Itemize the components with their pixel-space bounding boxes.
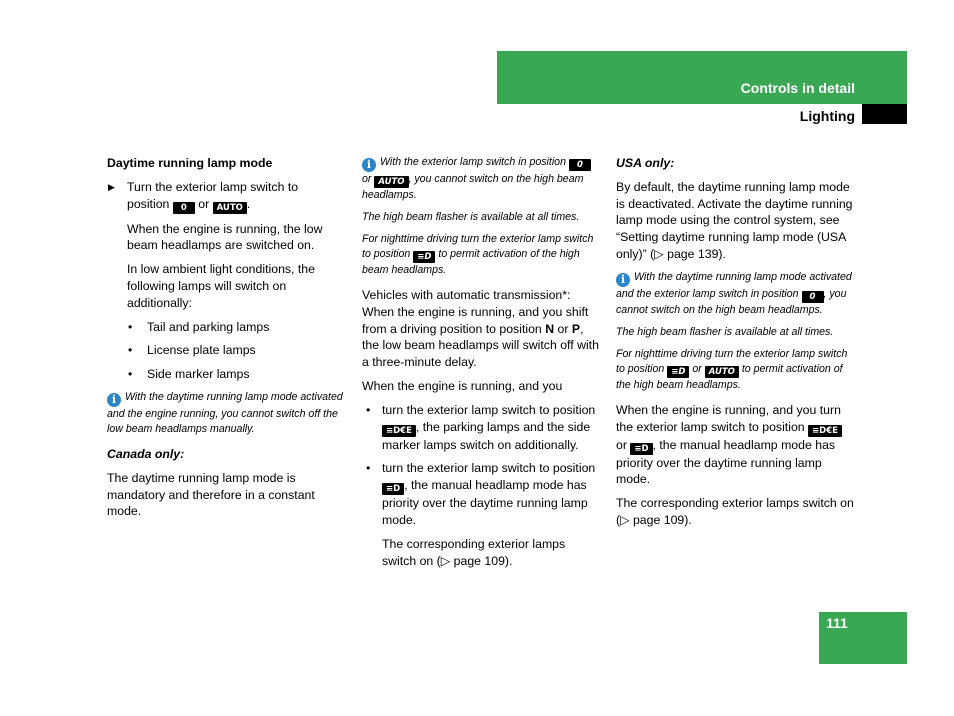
column-3 xyxy=(616,155,856,536)
column-2 xyxy=(362,155,600,576)
switch-position-auto-icon: AUTO xyxy=(705,366,739,378)
info-icon: i xyxy=(107,393,121,407)
low-beam-icon: ≡D xyxy=(630,443,652,455)
parking-lamp-icon: ≡D€E xyxy=(808,425,842,437)
paragraph-corresponding: The corresponding exterior lamps switch on (▷ page 109). xyxy=(382,536,566,568)
list-item: • License plate lamps xyxy=(107,342,343,359)
note-high-beam-flasher: The high beam flasher is available at all times. xyxy=(616,325,834,338)
paragraph-ambient: In low ambient light conditions, the following lamps will switch on additionally: xyxy=(127,262,315,310)
heading-canada: Canada only: xyxy=(107,446,185,461)
note-nighttime: For nighttime driving turn the exterior lamp switch to position ≡D or AUTO to permit activation of the high beam headlamps. xyxy=(616,347,848,391)
step-instruction: ▶ Turn the exterior lamp switch to position 0 or AUTO . xyxy=(107,179,343,214)
column-1 xyxy=(107,155,343,527)
info-note: i With the daytime running lamp mode activated and the exterior lamp switch in position 0 , you cannot switch on the high beam headlamps. xyxy=(616,270,852,316)
paragraph-manual-mode: When the engine is running, and you turn the exterior lamp switch to position ≡D€E or ≡D , the manual headlamp mode has priority over the daytime running lamp mode. xyxy=(616,402,841,487)
parking-lamp-icon: ≡D€E xyxy=(382,425,416,437)
info-icon: i xyxy=(616,273,630,287)
switch-position-0-icon: 0 xyxy=(173,202,195,214)
switch-position-auto-icon: AUTO xyxy=(213,202,247,214)
list-item: • turn the exterior lamp switch to position ≡D€E , the parking lamps and the side marker lamps switch on additionally. xyxy=(362,402,600,454)
info-note: i With the exterior lamp switch in position 0 or AUTO , you cannot switch on the high beam headlamps. xyxy=(362,155,600,203)
list-item: • Tail and parking lamps xyxy=(107,319,343,336)
list-item: • Side marker lamps xyxy=(107,366,343,383)
header-band xyxy=(497,51,907,104)
subsection-title: Lighting xyxy=(799,108,855,124)
info-note: i With the daytime running lamp mode activated and the engine running, you cannot switch off the low beam headlamps manually. xyxy=(107,390,343,435)
list-item: • turn the exterior lamp switch to position ≡D , the manual headlamp mode has priority over the daytime running lamp mode. xyxy=(362,460,600,528)
page-number: 111 xyxy=(826,615,848,631)
switch-position-0-icon: 0 xyxy=(569,159,591,171)
section-title: Controls in detail xyxy=(740,80,855,96)
switch-position-auto-icon: AUTO xyxy=(374,176,408,188)
paragraph-automatic: Vehicles with automatic transmission*: When the engine is running, and you shift from a driving position to position N or P, the low beam headlamps will switch off with a three-minute delay. xyxy=(362,288,599,370)
note-high-beam-flasher: The high beam flasher is available at all times. xyxy=(362,211,580,223)
note-nighttime: For nighttime driving turn the exterior lamp switch to position ≡D to permit activation of the high beam headlamps. xyxy=(362,233,594,276)
heading-usa: USA only: xyxy=(616,156,675,170)
switch-position-0-icon: 0 xyxy=(802,291,824,303)
paragraph-usa: By default, the daytime running lamp mode is deactivated. Activate the daytime running lamp mode using the control system, see “Setting daytime running lamp mode (USA only)” (▷ page 139). xyxy=(616,179,853,261)
heading-daytime-mode: Daytime running lamp mode xyxy=(107,156,273,170)
low-beam-icon: ≡D xyxy=(413,251,435,263)
info-icon: i xyxy=(362,158,376,172)
low-beam-icon: ≡D xyxy=(382,483,404,495)
paragraph-low-beam: When the engine is running, the low beam headlamps are switched on. xyxy=(127,221,323,253)
paragraph-engine-running: When the engine is running, and you xyxy=(362,378,563,393)
low-beam-icon: ≡D xyxy=(667,366,689,378)
subsection-marker xyxy=(862,104,907,124)
paragraph-canada: The daytime running lamp mode is mandatory and therefore in a constant mode. xyxy=(107,470,315,519)
paragraph-corresponding: The corresponding exterior lamps switch on (▷ page 109). xyxy=(616,496,854,527)
